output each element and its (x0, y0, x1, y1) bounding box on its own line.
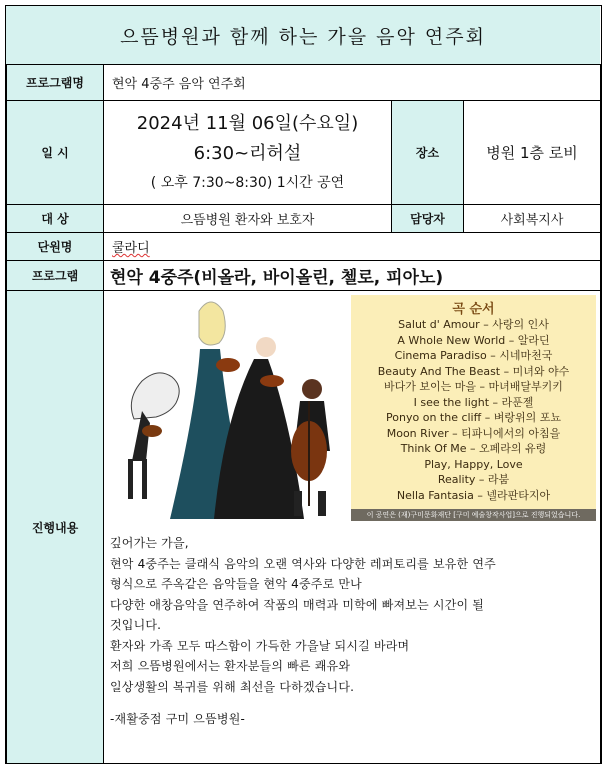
content-cell (104, 291, 601, 764)
setlist-item: Ponyo on the cliff – 벼랑위의 포뇨 (386, 411, 561, 424)
description-line: 다양한 애창음악을 연주하여 작품의 매력과 미학에 빠져보는 시간이 될 (110, 597, 485, 612)
manager-value: 사회복지사 (464, 205, 601, 233)
page-frame (5, 5, 602, 764)
page-title: 으뜸병원과 함께 하는 가을 음악 연주회 (6, 6, 600, 65)
rehearsal-time: 6:30~리허설 (193, 142, 302, 164)
setlist-item: Nella Fantasia – 넬라판타지아 (396, 488, 551, 502)
description-line: 형식으로 주옥같은 음악들을 현악 4중주로 만나 (110, 577, 362, 591)
show-time: ( 오후 7:30~8:30) 1시간 공연 (150, 174, 345, 191)
description-line: 현악 4중주는 클래식 음악의 오랜 역사와 다양한 레퍼토리를 보유한 연주 (110, 556, 496, 571)
datetime-cell (104, 101, 392, 205)
signature: -재활중점 구미 으뜸병원- (110, 712, 246, 726)
manager-label: 담당자 (392, 205, 464, 233)
setlist-item: A Whole New World – 알라딘 (397, 333, 550, 347)
setlist-item: Moon River – 티파니에서의 아침을 (386, 426, 561, 440)
setlist-item: Cinema Paradiso – 시네마천국 (394, 349, 553, 362)
program-name-label: 프로그램명 (7, 65, 104, 101)
setlist-item: Beauty And The Beast – 미녀와 야수 (377, 364, 570, 378)
setlist-item: Play, Happy, Love (424, 457, 523, 471)
description-line: 깊어가는 가을, (110, 536, 189, 550)
description-line: 환자와 가족 모두 따스함이 가득한 가을날 되시길 바라며 (110, 638, 410, 653)
program-label: 프로그램 (7, 261, 104, 291)
description-line: 저희 으뜸병원에서는 환자분들의 빠른 쾌유와 (110, 659, 351, 673)
description-line: 것입니다. (110, 618, 162, 632)
setlist-item: 바다가 보이는 마을 – 마녀배달부키키 (384, 380, 563, 393)
content-label: 진행내용 (7, 291, 104, 764)
description-line: 일상생활의 복귀를 위해 최선을 다하겠습니다. (110, 679, 355, 694)
place-label: 장소 (392, 101, 464, 205)
place-value: 병원 1층 로비 (464, 101, 601, 205)
program-value: 현악 4중주(비올라, 바이올린, 첼로, 피아노) (104, 261, 601, 291)
info-table (6, 64, 601, 764)
event-date: 2024년 11월 06일(수요일) (136, 112, 359, 134)
setlist-panel (351, 295, 596, 509)
setlist-item: Think Of Me – 오페라의 유령 (400, 442, 547, 455)
setlist-items (351, 317, 596, 503)
description-text (110, 533, 588, 730)
audience-label: 대 상 (7, 205, 104, 233)
setlist-title: 곡 순서 (452, 302, 495, 317)
sponsor-note: 이 공연은 (재)구미문화재단 [구미 예술창작사업]으로 진행되었습니다. (351, 509, 596, 521)
setlist-item: Reality – 라붐 (437, 473, 510, 486)
setlist-item: Salut d' Amour – 사랑의 인사 (398, 318, 549, 331)
program-name-value: 현악 4중주 음악 연주회 (104, 65, 601, 101)
datetime-label: 일 시 (7, 101, 104, 205)
group-label: 단원명 (7, 233, 104, 261)
setlist-item: I see the light – 라푼젤 (413, 395, 534, 409)
audience-value: 으뜸병원 환자와 보호자 (104, 205, 392, 233)
group-value: 쿨라디 (112, 241, 150, 256)
